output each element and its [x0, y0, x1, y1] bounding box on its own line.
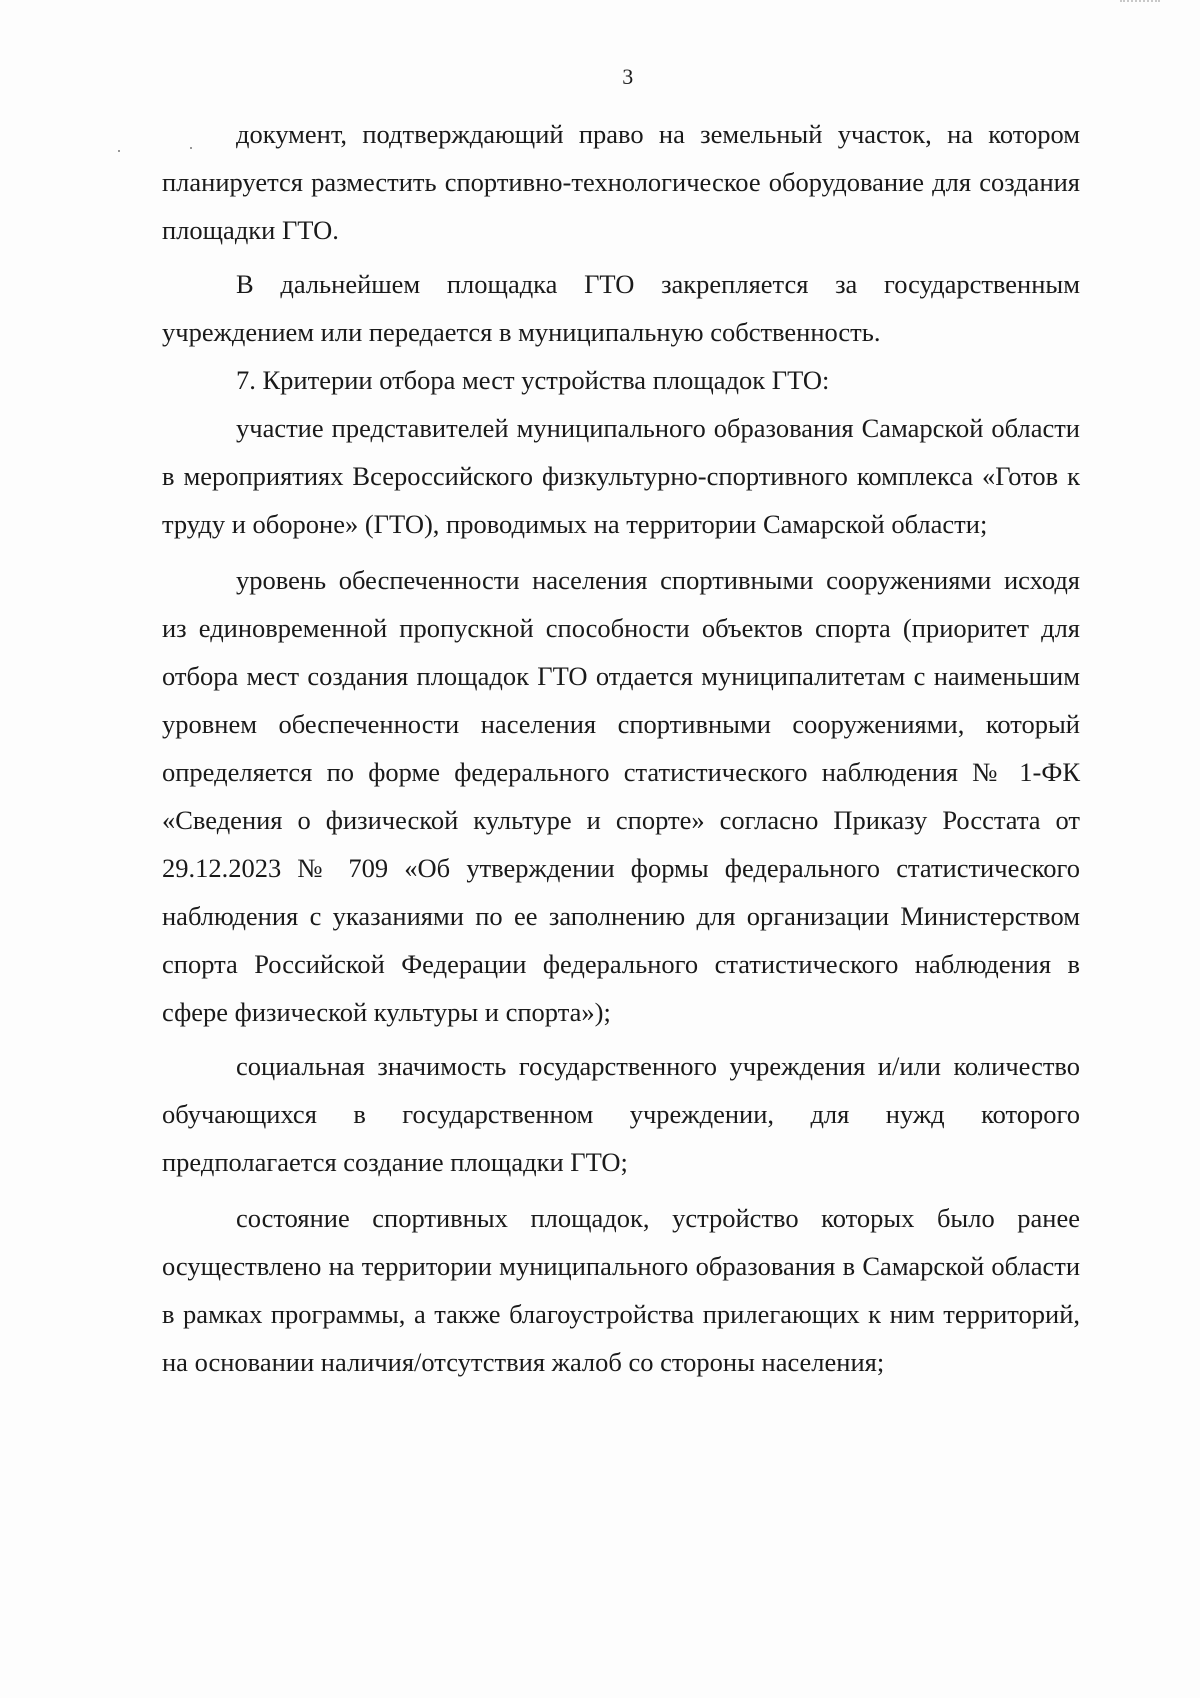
page-number: 3 [622, 64, 634, 89]
paragraph-land-document: документ, подтверждающий право на земельный участок, на котором планируется разместить спортивно-технологическое оборудование для создания площадки ГТО. [162, 119, 1080, 245]
document-body [162, 110, 1080, 1386]
paragraph-criterion-provision-level: уровень обеспеченности населения спортивными сооружениями исходя из единовременной пропускной способности объектов спорта (приоритет для отбора мест создания площадок ГТО отдается муниципалитетам с наименьшим уровнем обеспеченности населения спортивными сооружениями, который определяется по форме федерального статистического наблюдения № 1-ФК «Сведения о физической культуре и спорте» согласно Приказу Росстата от 29.12.2023 № 709 «Об утверждении формы федерального статистического наблюдения с указаниями по ее заполнению для организации Министерством спорта Российской Федерации федерального статистического наблюдения в сфере физической культуры и спорта»); [162, 565, 1080, 1027]
paragraph-criterion-participation: участие представителей муниципального образования Самарской области в мероприятиях Всероссийского физкультурно-спортивного комплекса «Готов к труду и обороне» (ГТО), проводимых на территории Самарской области; [162, 413, 1080, 539]
paragraph-criterion-site-condition: состояние спортивных площадок, устройство которых было ранее осуществлено на территории муниципального образования в Самарской области в рамках программы, а также благоустройства прилегающих к ним территорий, на основании наличия/отсутствия жалоб со стороны населения; [162, 1203, 1080, 1377]
scan-artifact [1120, 0, 1160, 8]
paragraph-gto-assignment: В дальнейшем площадка ГТО закрепляется за государственным учреждением или передается в муниципальную собственность. [162, 269, 1080, 347]
paragraph-criterion-social-significance: социальная значимость государственного учреждения и/или количество обучающихся в государственном учреждении, для нужд которого предполагается создание площадки ГТО; [162, 1051, 1080, 1177]
scan-speck [118, 150, 120, 152]
paragraph-criteria-heading: 7. Критерии отбора мест устройства площадок ГТО: [236, 365, 830, 395]
